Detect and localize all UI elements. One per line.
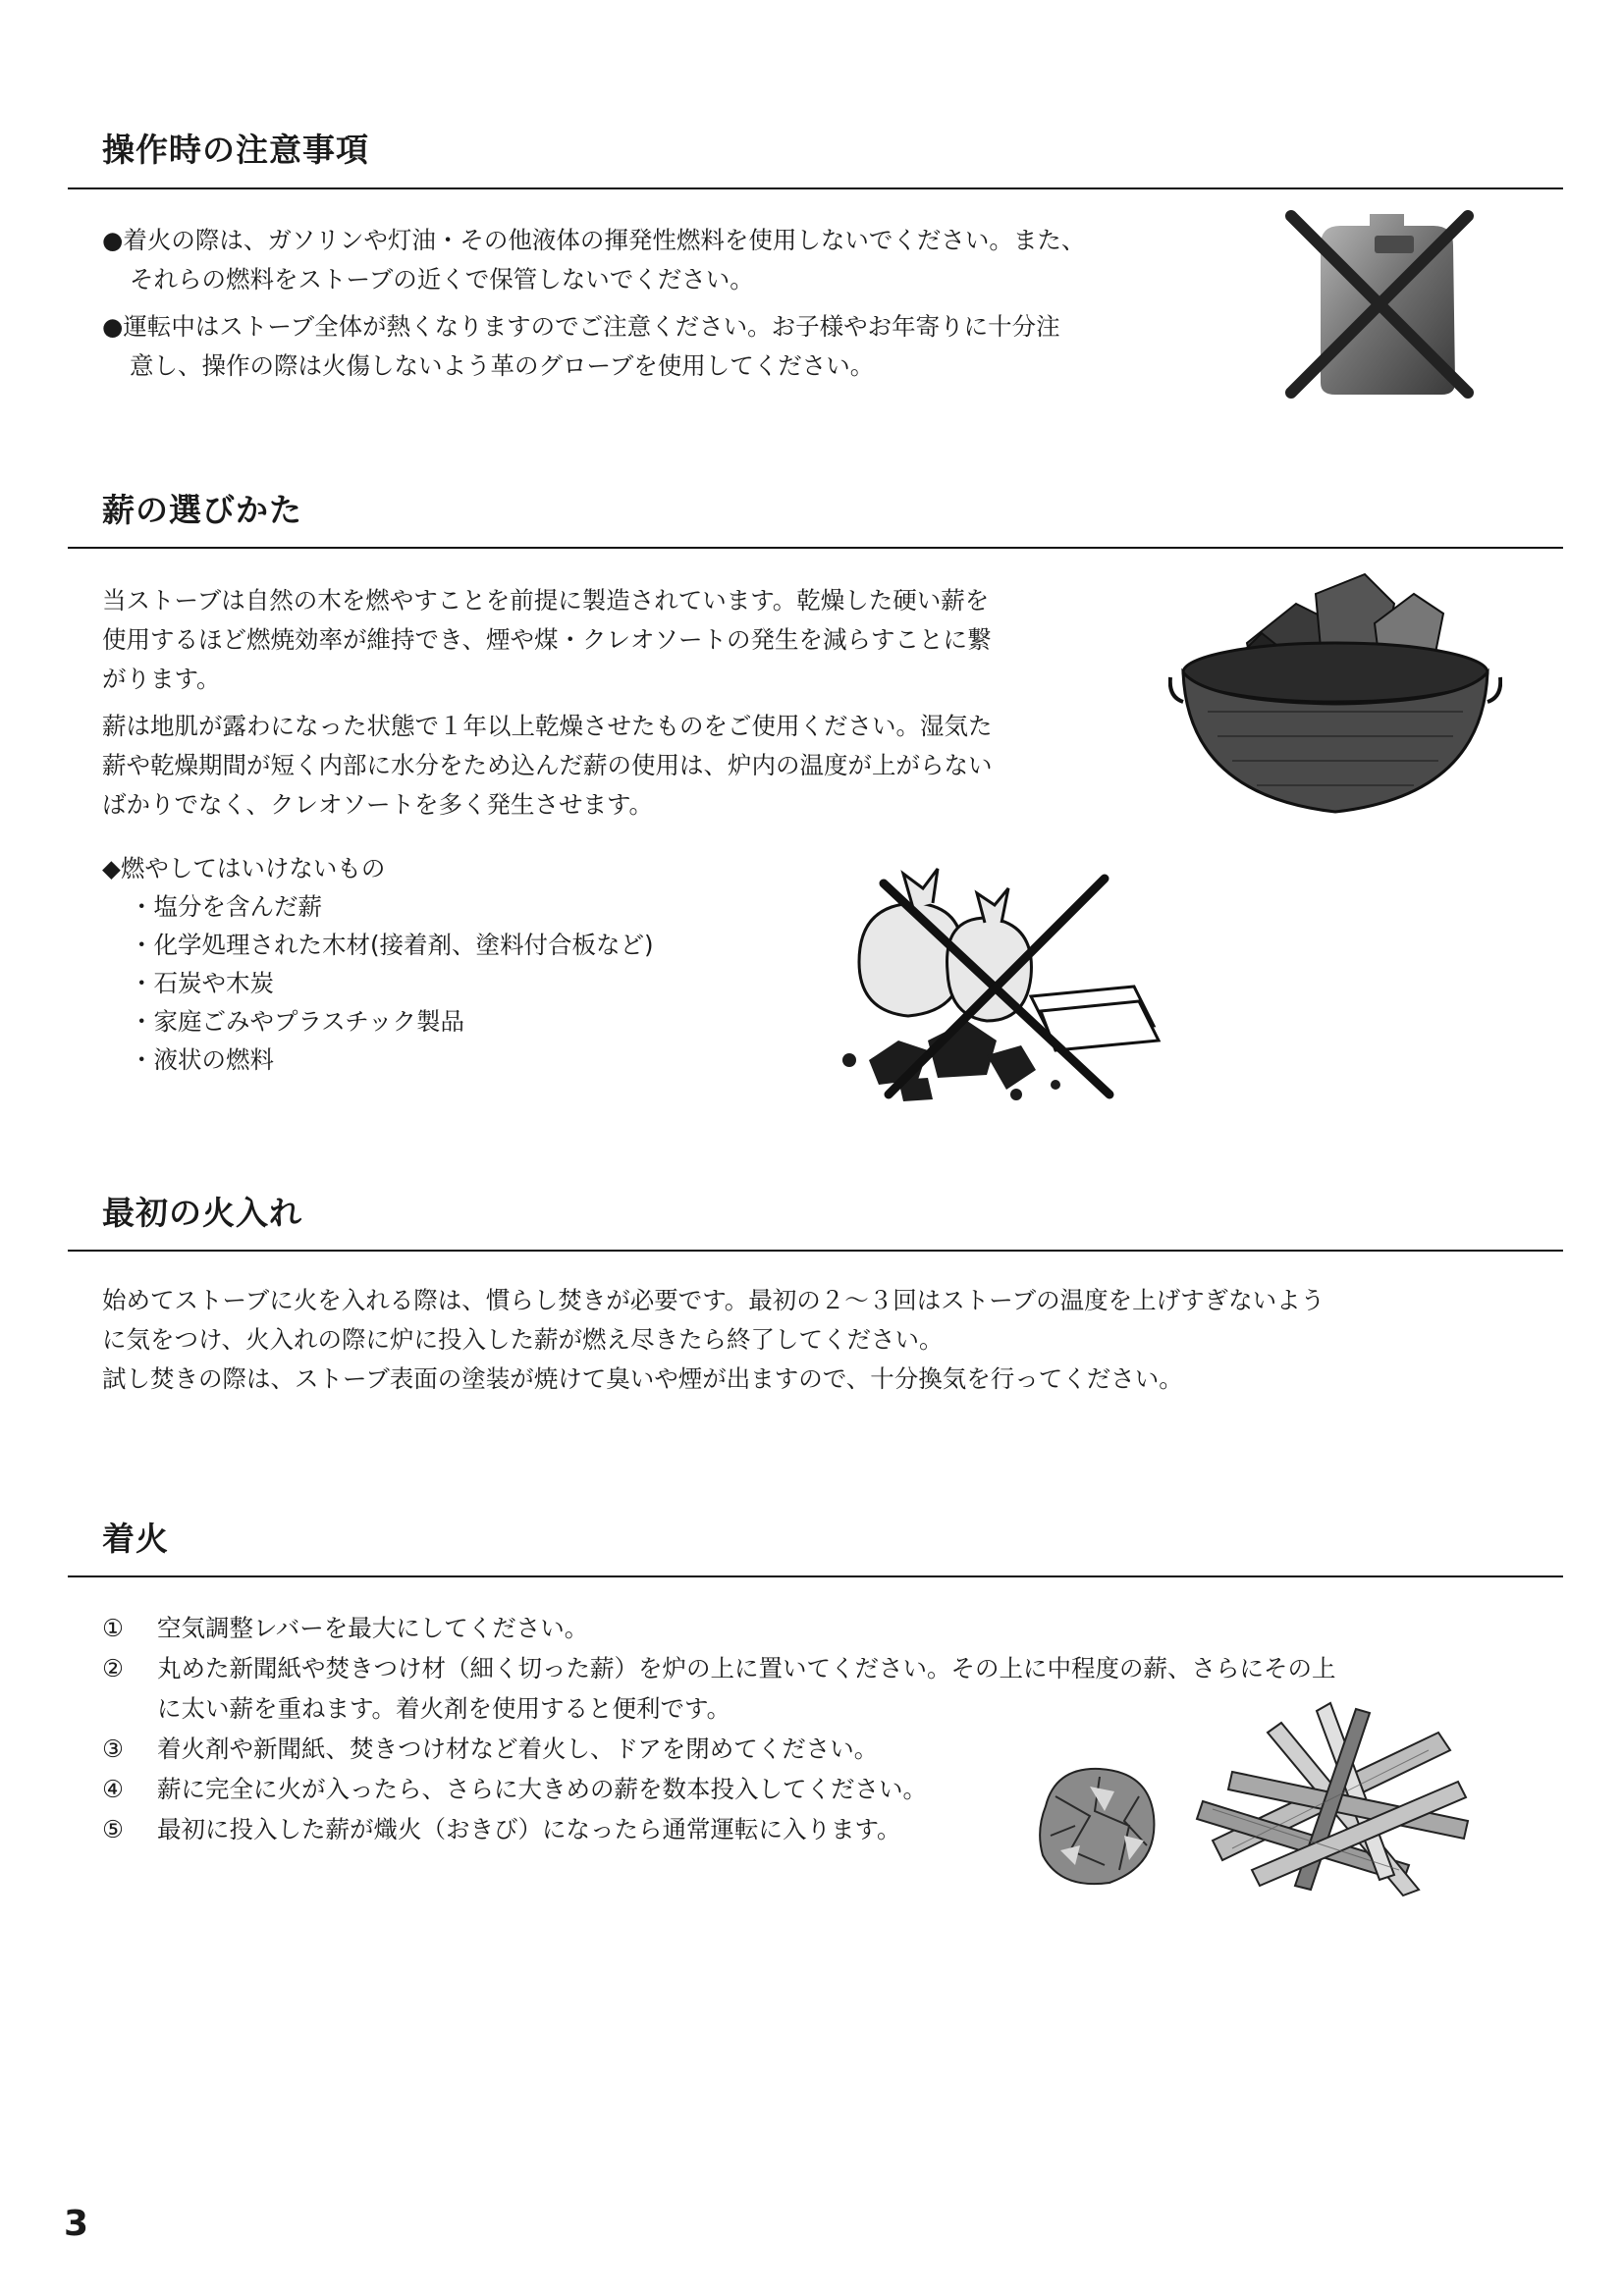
step-text: 丸めた新聞紙や焚きつけ材（細く切った薪）を炉の上に置いてください。その上に中程度の薪、さらにその上	[157, 1654, 1336, 1682]
ignition-step	[102, 1648, 1336, 1688]
dont-burn-title: ◆燃やしてはいけないもの	[102, 854, 386, 882]
step-number: ⑤	[102, 1815, 124, 1843]
caution-bullet-1-line1: ●着火の際は、ガソリンや灯油・その他液体の揮発性燃料を使用しないでください。また、	[102, 226, 1086, 254]
caution-bullet-1	[102, 221, 1085, 299]
caution-bullet-2	[102, 307, 1060, 386]
step-number: ①	[102, 1614, 124, 1642]
step-number: ④	[102, 1775, 124, 1803]
dont-burn-item: ・液状の燃料	[130, 1045, 274, 1074]
fuel-can-prohibited-icon	[1276, 206, 1483, 402]
page-number: 3	[64, 2204, 89, 2244]
firewood-p2-line: 薪は地肌が露わになった状態で１年以上乾燥させたものをご使用ください。湿気た	[102, 712, 993, 740]
garbage-coal-prohibited-icon	[839, 854, 1173, 1109]
firewood-p2-line: 薪や乾燥期間が短く内部に水分をため込んだ薪の使用は、炉内の温度が上がらない	[102, 751, 993, 779]
section-rule	[68, 1575, 1563, 1577]
dont-burn-item: ・塩分を含んだ薪	[130, 892, 322, 921]
step-text: 空気調整レバーを最大にしてください。	[157, 1614, 589, 1642]
first-fire-line: 始めてストーブに火を入れる際は、慣らし焚きが必要です。最初の２～３回はストーブの温度を上げすぎないよう	[102, 1286, 1325, 1314]
first-fire-line: 試し焚きの際は、ストーブ表面の塗装が焼けて臭いや煙が出ますので、十分換気を行ってください。	[102, 1364, 1183, 1393]
kindling-sticks-image	[1193, 1693, 1478, 1899]
step-number: ②	[102, 1654, 124, 1682]
dont-burn-item: ・化学処理された木材(接着剤、塗料付合板など)	[130, 931, 654, 959]
ignition-step-continuation: に太い薪を重ねます。着火剤を使用すると便利です。	[157, 1694, 731, 1723]
firewood-paragraph-2	[102, 707, 993, 825]
firewood-paragraph-1	[102, 581, 992, 699]
firewood-p1-line: 使用するほど燃焼効率が維持でき、煙や煤・クレオソートの発生を減らすことに繋	[102, 625, 992, 654]
dont-burn-list	[102, 849, 654, 1079]
firewood-p1-line: 当ストーブは自然の木を燃やすことを前提に製造されています。乾燥した硬い薪を	[102, 586, 990, 614]
firewood-p1-line: がります。	[102, 665, 221, 693]
caution-bullet-2-line1: ●運転中はストーブ全体が熱くなりますのでご注意ください。お子様やお年寄りに十分注	[102, 312, 1060, 341]
section-rule	[68, 547, 1563, 549]
firewood-basket-image	[1168, 564, 1502, 820]
caution-bullet-1-line2: それらの燃料をストーブの近くで保管しないでください。	[130, 265, 754, 294]
step-text: 最初に投入した薪が熾火（おきび）になったら通常運転に入ります。	[157, 1815, 901, 1843]
caution-bullet-2-line2: 意し、操作の際は火傷しないよう革のグローブを使用してください。	[130, 351, 875, 380]
section-rule	[68, 1250, 1563, 1252]
dont-burn-item: ・家庭ごみやプラスチック製品	[130, 1007, 465, 1036]
crumpled-newspaper-image	[1031, 1757, 1163, 1895]
section-title-ignition: 着火	[102, 1520, 169, 1558]
first-fire-line: に気をつけ、火入れの際に炉に投入した薪が燃え尽きたら終了してください。	[102, 1325, 944, 1354]
section-title-caution: 操作時の注意事項	[102, 131, 369, 169]
section-rule	[68, 187, 1563, 189]
dont-burn-item: ・石炭や木炭	[130, 969, 274, 997]
first-fire-paragraph	[102, 1281, 1325, 1399]
ignition-step	[102, 1608, 1336, 1648]
step-text: 着火剤や新聞紙、焚きつけ材など着火し、ドアを閉めてください。	[157, 1735, 879, 1763]
step-text: 薪に完全に火が入ったら、さらに大きめの薪を数本投入してください。	[157, 1775, 927, 1803]
section-title-first-fire: 最初の火入れ	[102, 1194, 302, 1232]
step-number: ③	[102, 1735, 124, 1763]
section-title-firewood: 薪の選びかた	[102, 491, 302, 529]
firewood-p2-line: ばかりでなく、クレオソートを多く発生させます。	[102, 790, 654, 819]
